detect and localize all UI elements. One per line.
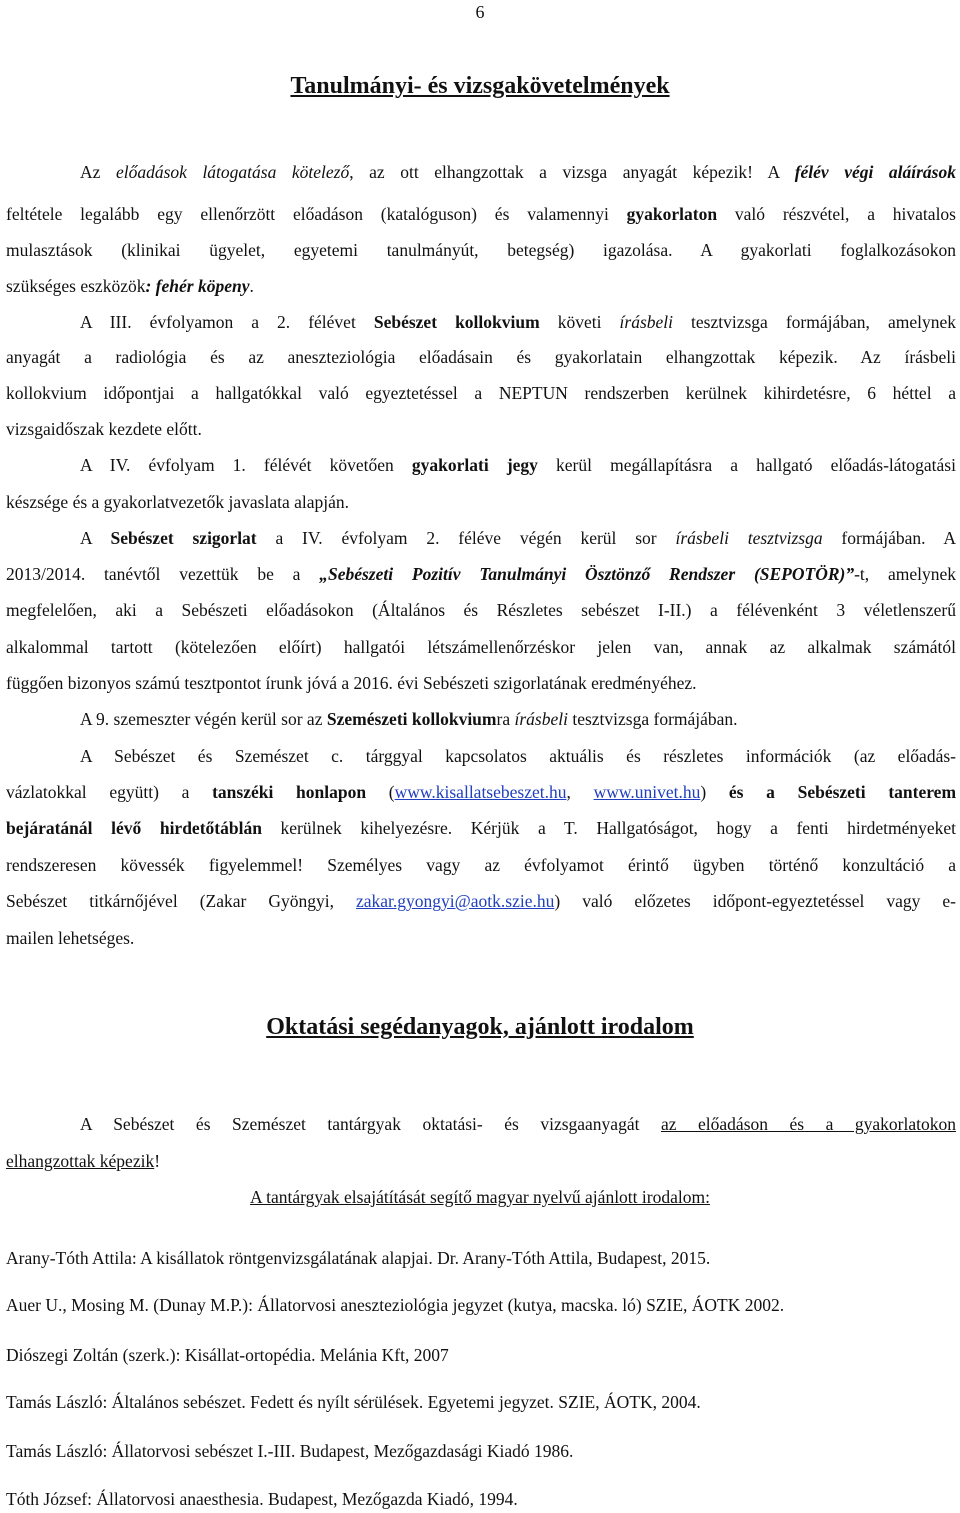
page-number: 6 (475, 2, 485, 22)
reference-item: Arany-Tóth Attila: A kisállatok röntgenvizsgálatának alapjai. Dr. Arany-Tóth Attila, Budapest, 2015. (6, 1248, 711, 1268)
req-p4-line4: alkalommal tartott (kötelezően előírt) hallgatói létszámellenőrzéskor jelen van, annak az alkalmak számától (6, 637, 956, 657)
reference-item: Diószegi Zoltán (szerk.): Kisállat-ortopédia. Melánia Kft, 2007 (6, 1345, 449, 1365)
req-p1-line4: szükséges eszközök: fehér köpeny. (6, 276, 254, 296)
req-p2-line4: vizsgaidőszak kezdete előtt. (6, 419, 202, 439)
req-p6-line4: rendszeresen kövessék figyelemmel! Személyes vagy az évfolyamot érintő ügyben történő konzultáció a (6, 855, 956, 875)
req-p2-line2: anyagát a radiológia és az aneszteziológia előadásain és gyakorlatain elhangzottak képezik. Az írásbeli (6, 347, 956, 367)
req-p1-line3: mulasztások (klinikai ügyelet, egyetemi tanulmányút, betegség) igazolása. A gyakorlati foglalkozásokon (6, 240, 956, 260)
req-p3-line2: készsége és a gyakorlatvezetők javaslata alapján. (6, 492, 350, 512)
reference-item: Tamás László: Általános sebészet. Fedett és nyílt sérülések. Egyetemi jegyzet. SZIE, ÁOTK, 2004. (6, 1392, 701, 1412)
reference-item: Tamás László: Állatorvosi sebészet I.-III. Budapest, Mezőgazdasági Kiadó 1986. (6, 1441, 574, 1461)
requirements-heading: Tanulmányi- és vizsgakövetelmények (290, 73, 670, 99)
reference-item: Tóth József: Állatorvosi anaesthesia. Budapest, Mezőgazda Kiadó, 1994. (6, 1489, 518, 1509)
req-p2-line3: kollokvium időpontjai a hallgatókkal való egyeztetéssel a NEPTUN rendszerben kerülnek kihirdetésre, 6 héttel a (6, 383, 956, 403)
mat-p1-line2: elhangzottak képezik! (6, 1151, 161, 1171)
req-p4-line2: 2013/2014. tanévtől vezettük be a „Sebészeti Pozitív Tanulmányi Ösztönző Rendszer (SEPOTÖR)”-t, amelynek (6, 564, 956, 584)
req-p6-line2: vázlatokkal együtt) a tanszéki honlapon (www.kisallatsebeszet.hu, www.univet.hu) és a Sebészeti tanterem (6, 782, 957, 802)
req-p1-line1: Az előadások látogatása kötelező, az ott elhangzottak a vizsga anyagát képezik! A félév végi aláírások (80, 162, 956, 182)
email-link[interactable]: zakar.gyongyi@aotk.szie.hu (356, 891, 555, 911)
req-p5-line1: A 9. szemeszter végén kerül sor az Szemészeti kollokviumra írásbeli tesztvizsga formájában. (80, 709, 738, 729)
req-p2-line1: A III. évfolyamon a 2. félévet Sebészet kollokvium követi írásbeli tesztvizsga formájában, amelynek (80, 312, 956, 332)
req-p4-line3: megfelelően, aki a Sebészeti előadásokon (Általános és Részletes sebészet I-II.) a félévenként 3 véletlenszerű (6, 600, 956, 620)
req-p3-line1: A IV. évfolyam 1. félévét követően gyakorlati jegy kerül megállapításra a hallgató előadás-látogatási (80, 455, 956, 475)
req-p6-line6: mailen lehetséges. (6, 928, 135, 948)
kisallatsebeszet-link[interactable]: www.kisallatsebeszet.hu (394, 782, 567, 802)
req-p4-line1: A Sebészet szigorlat a IV. évfolyam 2. féléve végén kerül sor írásbeli tesztvizsga formájában. A (80, 528, 956, 548)
materials-heading: Oktatási segédanyagok, ajánlott irodalom (266, 1014, 694, 1040)
univet-link[interactable]: www.univet.hu (593, 782, 701, 802)
req-p1-line2: feltétele legalább egy ellenőrzött előadáson (katalóguson) és valamennyi gyakorlaton való részvétel, a hivatalos (6, 204, 956, 224)
recommended-literature-heading: A tantárgyak elsajátítását segítő magyar nyelvű ajánlott irodalom: (250, 1187, 710, 1207)
reference-item: Auer U., Mosing M. (Dunay M.P.): Állatorvosi aneszteziológia jegyzet (kutya, macska. ló) SZIE, ÁOTK 2002. (6, 1295, 785, 1315)
mat-p1-line1: A Sebészet és Szemészet tantárgyak oktatási- és vizsgaanyagát az előadáson és a gyakorlatokon (80, 1114, 956, 1134)
req-p6-line5: Sebészet titkárnőjével (Zakar Gyöngyi, zakar.gyongyi@aotk.szie.hu) való előzetes időpont-egyeztetéssel vagy e- (6, 891, 956, 911)
req-p6-line1: A Sebészet és Szemészet c. tárggyal kapcsolatos aktuális és részletes információk (az előadás- (80, 746, 956, 766)
req-p4-line5: függően bizonyos számú tesztpontot írunk jóvá a 2016. évi Sebészeti szigorlatának eredményéhez. (6, 673, 697, 693)
req-p6-line3: bejáratánál lévő hirdetőtáblán kerülnek kihelyezésre. Kérjük a T. Hallgatóságot, hogy a fenti hirdetményeket (6, 818, 956, 838)
